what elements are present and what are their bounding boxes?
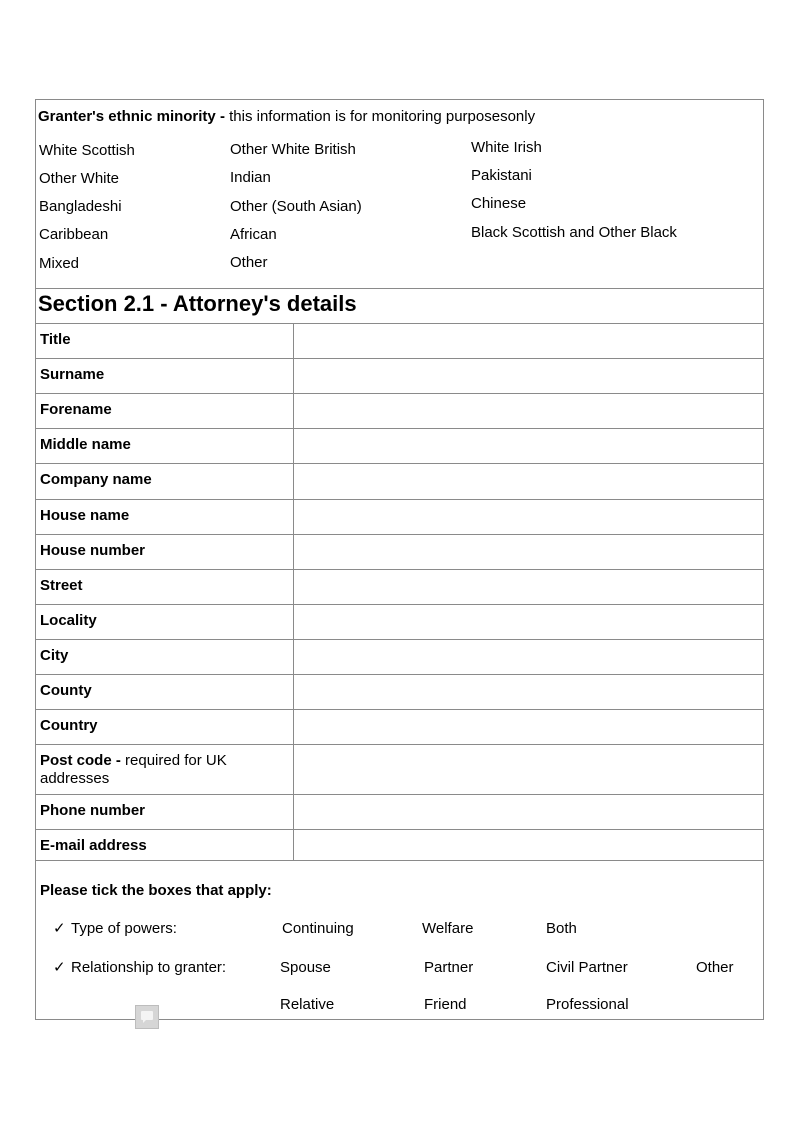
relationship-option-professional[interactable]: Professional [546, 996, 629, 1013]
relationship-option-relative[interactable]: Relative [280, 996, 335, 1013]
ethnic-option[interactable]: White Irish [471, 139, 542, 156]
ethnic-option[interactable]: Caribbean [39, 226, 109, 243]
house-number-field[interactable] [294, 535, 764, 570]
field-label-company-name: Company name [36, 464, 294, 500]
relationship-option-other[interactable]: Other [696, 959, 734, 976]
field-label-locality: Locality [36, 605, 294, 640]
field-label-post-code [36, 745, 294, 795]
ethnic-option[interactable]: Pakistani [471, 167, 532, 184]
field-label-street: Street [36, 570, 294, 605]
ethnic-heading-bold: Granter's ethnic minority - [38, 108, 225, 125]
ethnic-option[interactable]: Indian [230, 169, 271, 186]
field-label-phone-number: Phone number [36, 795, 294, 830]
table-row [36, 464, 764, 500]
field-label-forename: Forename [36, 394, 294, 429]
ethnic-option[interactable]: Other (South Asian) [230, 198, 362, 215]
field-label-title: Title [36, 324, 294, 359]
ethnic-option[interactable]: White Scottish [39, 142, 135, 159]
ethnic-option[interactable]: Black Scottish and Other Black [471, 224, 677, 241]
ethnic-minority-section [35, 99, 764, 288]
check-icon: ✓ [53, 920, 66, 937]
relationship-option-civil-partner[interactable]: Civil Partner [546, 959, 628, 976]
table-row [36, 570, 764, 605]
post-code-field[interactable] [294, 745, 764, 795]
forename-field[interactable] [294, 394, 764, 429]
powers-option-both[interactable]: Both [546, 920, 577, 937]
table-row [36, 830, 764, 861]
ethnic-heading-text: this information is for monitoring purposes [224, 108, 508, 125]
phone-number-field[interactable] [294, 795, 764, 830]
tick-heading: Please tick the boxes that apply: [40, 882, 272, 899]
field-label-city: City [36, 640, 294, 675]
relationship-option-spouse[interactable]: Spouse [280, 959, 331, 976]
powers-label: Type of powers: [71, 920, 177, 937]
powers-option-welfare[interactable]: Welfare [422, 920, 474, 937]
table-row [36, 640, 764, 675]
post-code-note: required for UK addresses [40, 752, 227, 787]
email-address-field[interactable] [294, 830, 764, 861]
attorney-details-table [35, 323, 764, 861]
table-row [36, 605, 764, 640]
table-row [36, 359, 764, 394]
title-field[interactable] [294, 324, 764, 359]
field-label-house-name: House name [36, 500, 294, 535]
table-row [36, 710, 764, 745]
powers-option-continuing[interactable]: Continuing [282, 920, 354, 937]
county-field[interactable] [294, 675, 764, 710]
ethnic-option[interactable]: Bangladeshi [39, 198, 122, 215]
ethnic-heading [38, 108, 535, 126]
relationship-option-friend[interactable]: Friend [424, 996, 467, 1013]
relationship-option-partner[interactable]: Partner [424, 959, 474, 976]
ethnic-heading-end: only [507, 108, 536, 125]
ethnic-option[interactable]: African [230, 226, 277, 243]
ethnic-option[interactable]: Mixed [39, 255, 80, 272]
section-title: Section 2.1 - Attorney's details [38, 291, 357, 316]
field-label-surname: Surname [36, 359, 294, 394]
check-icon: ✓ [53, 959, 66, 976]
surname-field[interactable] [294, 359, 764, 394]
locality-field[interactable] [294, 605, 764, 640]
table-row [36, 675, 764, 710]
table-row [36, 500, 764, 535]
table-row [36, 429, 764, 464]
table-row [36, 394, 764, 429]
ethnic-option[interactable]: Other [230, 254, 268, 271]
company-name-field[interactable] [294, 464, 764, 500]
table-row [36, 745, 764, 795]
post-code-label: Post code - [40, 752, 121, 769]
field-label-email-address: E-mail address [36, 830, 294, 861]
table-row [36, 535, 764, 570]
field-label-house-number: House number [36, 535, 294, 570]
country-field[interactable] [294, 710, 764, 745]
street-field[interactable] [294, 570, 764, 605]
city-field[interactable] [294, 640, 764, 675]
ethnic-option[interactable]: Other White British [230, 141, 356, 158]
ethnic-option[interactable]: Other White [39, 170, 120, 187]
field-label-middle-name: Middle name [36, 429, 294, 464]
comment-icon[interactable] [135, 1005, 159, 1029]
relationship-label: Relationship to granter: [71, 959, 227, 976]
table-row [36, 795, 764, 830]
field-label-county: County [36, 675, 294, 710]
middle-name-field[interactable] [294, 429, 764, 464]
table-row [36, 324, 764, 359]
field-label-country: Country [36, 710, 294, 745]
ethnic-option[interactable]: Chinese [471, 195, 527, 212]
section-header [35, 288, 764, 324]
house-name-field[interactable] [294, 500, 764, 535]
